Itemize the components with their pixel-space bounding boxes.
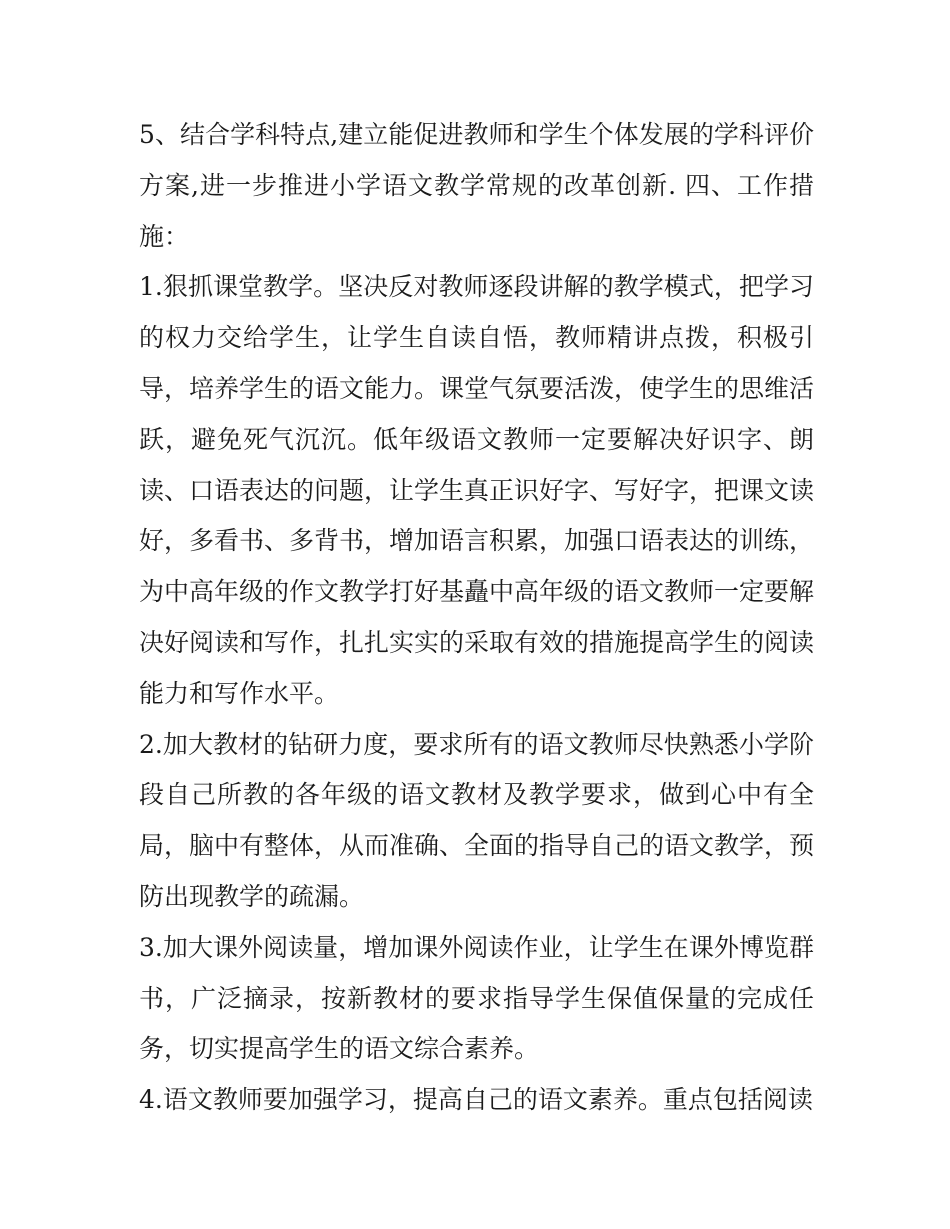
paragraph-measure-2-textbook: 2.加大教材的钻研力度，要求所有的语文教师尽快熟悉小学阶段自己所教的各年级的语文教材及教学要求，做到心中有全局，脑中有整体，从而准确、全面的指导自己的语文教学，预防出现教学的疏漏。: [139, 729, 815, 911]
paragraph-measure-1-classroom: 1.狠抓课堂教学。坚决反对教师逐段讲解的教学模式，把学习的权力交给学生，让学生自读自悟，教师精讲点拨，积极引导，培养学生的语文能力。课堂气氛要活泼，使学生的思维活跃，避免死气沉沉。低年级语文教师一定要解决好识字、朗读、口语表达的问题，让学生真正识好字、写好字，把课文读好，多看书、多背书，增加语言积累，加强口语表达的训练，为中高年级的作文教学打好基矗中高年级的语文教师一定要解决好阅读和写作，扎扎实实的采取有效的措施提高学生的阅读能力和写作水平。: [139, 272, 815, 708]
paragraph-item-5-evaluation: 5、结合学科特点,建立能促进教师和学生个体发展的学科评价方案,进一步推进小学语文教学常规的改革创新. 四、工作措施：: [139, 120, 814, 251]
document-body: [139, 110, 814, 1126]
paragraph-measure-3-reading: 3.加大课外阅读量，增加课外阅读作业，让学生在课外博览群书，广泛摘录，按新教材的要求指导学生保值保量的完成任务，切实提高学生的语文综合素养。: [139, 932, 814, 1064]
paragraph-measure-4-teacher-study: 4.语文教师要加强学习，提高自己的语文素养。重点包括阅读: [139, 1085, 813, 1115]
